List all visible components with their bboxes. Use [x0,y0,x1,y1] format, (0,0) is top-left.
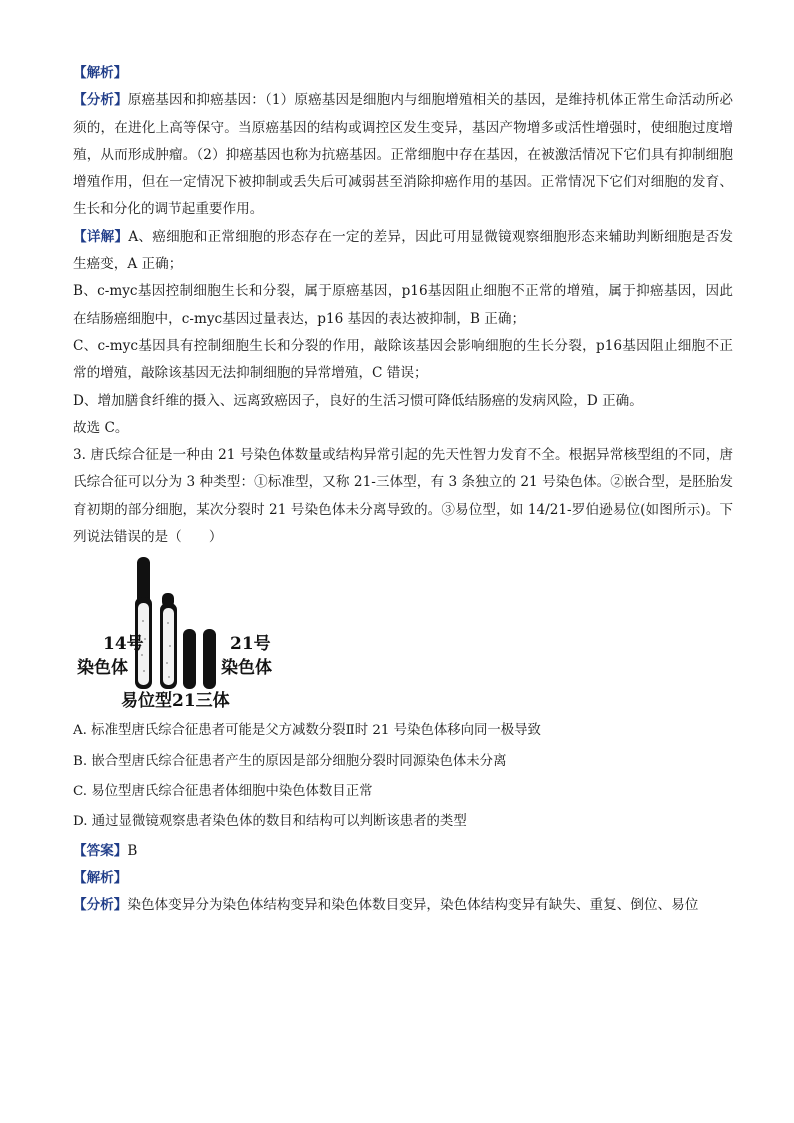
label-14-line2: 染色体 [77,658,128,679]
xiangjie-tag: 【详解】 [73,228,129,245]
answer-line [73,838,733,865]
fenxi-paragraph [73,87,733,223]
options-list [73,716,733,837]
fenxi-paragraph-2 [73,892,733,919]
fenxi-text: 原癌基因和抑癌基因：（1）原癌基因是细胞内与细胞增殖相关的基因，是维持机体正常生命活动所必须的，在进化上高等保守。当原癌基因的结构或调控区发生变异，基因产物增多或活性增强时，使细胞过度增殖，从而形成肿瘤。（2）抑癌基因也称为抗癌基因。正常细胞中存在基因，在被激活情况下它们具有抑制细胞增殖作用，但在一定情况下被抑制或丢失后可减弱甚至消除抑癌作用的基因。正常情况下它们对细胞的发育、生长和分化的调节起重要作用。 [73,92,734,218]
answer-value: B [127,842,138,859]
fenxi-text-2: 染色体变异分为染色体结构变异和染色体数目变异，染色体结构变异有缺失、重复、倒位、易位 [127,897,699,914]
figure-caption: 易位型21三体 [121,691,230,712]
option-b: B. 嵌合型唐氏综合征患者产生的原因是部分细胞分裂时同源染色体未分离 [73,753,507,769]
xiangjie-paragraph-a [73,224,733,279]
fenxi-tag-2: 【分析】 [73,897,128,914]
xiangjie-paragraph-d: D、增加膳食纤维的摄入、远离致癌因子，良好的生活习惯可降低结肠癌的发病风险，D 正确。 [73,392,643,409]
option-a: A. 标准型唐氏综合征患者可能是父方减数分裂Ⅱ时 21 号染色体移向同一极导致 [73,723,541,739]
analysis-heading-2 [73,865,733,892]
xiangjie-a-text: A、癌细胞和正常细胞的形态存在一定的差异，因此可用显微镜观察细胞形态来辅助判断细胞是否发生癌变，A 正确； [73,228,733,273]
question-3-stem: 3. 唐氏综合征是一种由 21 号染色体数量或结构异常引起的先天性智力发育不全。根据异常核型组的不同，唐氏综合征可以分为 3 种类型：①标准型，又称 21-三体型，有 3 条独立的 21 号染色体。②嵌合型，是胚胎发育初期的部分细胞，某次分裂时 21 号染色体未分离导致的。③易位型，如 14/21-罗伯逊易位(如图所示)。下列说法错误的是（ ） [73,447,733,546]
option-c: C. 易位型唐氏综合征患者体细胞中染色体数目正常 [73,783,373,799]
document-page [73,60,733,919]
analysis-tag: 【解析】 [73,65,128,81]
option-d: D. 通过显微镜观察患者染色体的数目和结构可以判断该患者的类型 [73,814,467,830]
fenxi-tag: 【分析】 [73,92,128,109]
analysis-heading [73,60,733,87]
xiangjie-paragraph-c: C、c-myc基因具有控制细胞生长和分裂的作用，敲除该基因会影响细胞的生长分裂，p16基因阻止细胞不正常的增殖，敲除该基因无法抑制细胞的异常增殖，C 错误； [73,337,733,382]
answer-tag: 【答案】 [73,842,128,859]
label-21-line1: 21号 [230,634,271,655]
label-14-line1: 14号 [103,634,144,655]
chromosome-14b-body [163,608,174,685]
chromosome-diagram [73,551,733,716]
conclusion-line: 故选 C。 [73,419,129,436]
label-21-line2: 染色体 [221,658,272,679]
chromosome-21-a [183,629,196,689]
chromosome-21-b [203,629,216,689]
analysis-tag-2: 【解析】 [73,869,128,886]
translocation-figure [73,551,733,716]
xiangjie-paragraph-b: B、c-myc基因控制细胞生长和分裂，属于原癌基因，p16基因阻止细胞不正常的增殖，属于抑癌基因，因此在结肠癌细胞中，c-myc基因过量表达，p16 基因的表达被抑制，B 正确； [73,283,733,327]
